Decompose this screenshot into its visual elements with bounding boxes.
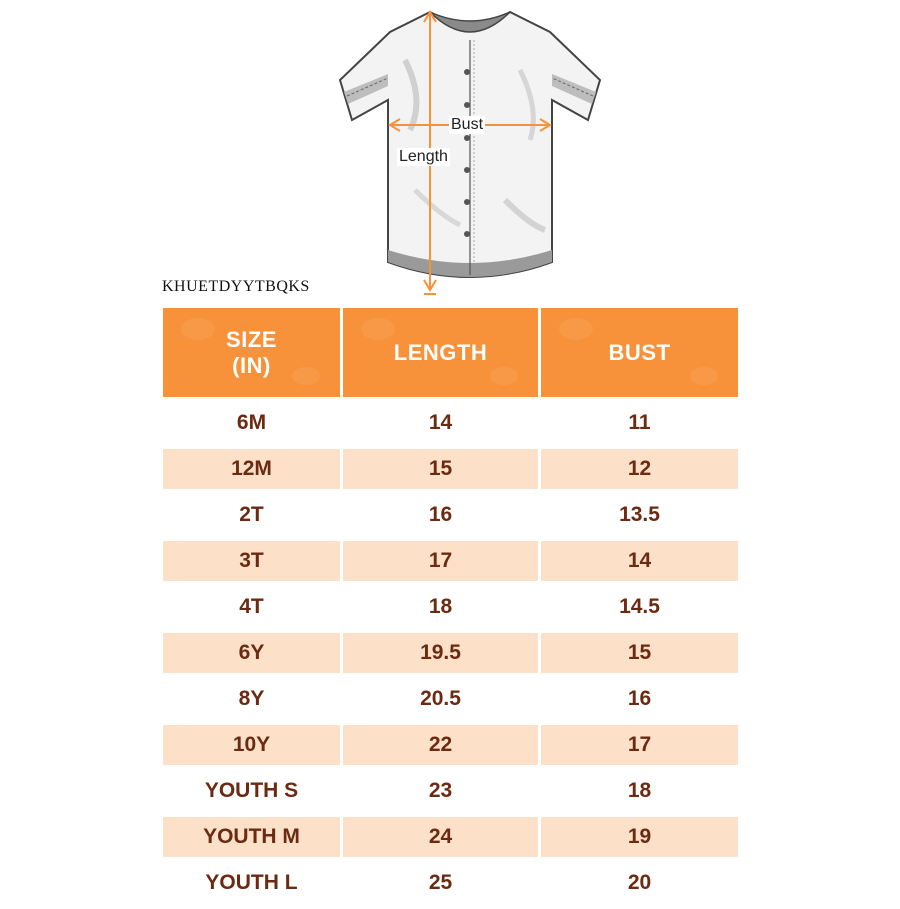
table-row	[163, 725, 738, 765]
size-cell: YOUTH S	[204, 779, 299, 802]
size-cell: 6Y	[163, 633, 340, 673]
length-cell: 25	[428, 871, 453, 894]
length-cell: 19.5	[343, 633, 538, 673]
header-size: SIZE (IN)	[163, 308, 340, 397]
size-cell: 2T	[239, 503, 264, 526]
shirt-measurement-figure	[330, 0, 610, 300]
length-cell: 17	[343, 541, 538, 581]
size-cell: 3T	[163, 541, 340, 581]
table-row	[163, 817, 738, 857]
length-cell: 14	[428, 411, 453, 434]
bust-cell: 19	[541, 817, 738, 857]
bust-cell: 13.5	[619, 503, 660, 526]
header-length: LENGTH	[343, 308, 538, 397]
table-row	[163, 541, 738, 581]
size-cell: 6M	[236, 411, 267, 434]
bust-cell: 14	[541, 541, 738, 581]
size-cell: 4T	[239, 595, 264, 618]
length-cell: 16	[428, 503, 453, 526]
length-cell: 15	[343, 449, 538, 489]
size-cell: YOUTH L	[205, 871, 298, 894]
table-row	[163, 679, 738, 719]
bust-cell: 15	[541, 633, 738, 673]
header-bust: BUST	[541, 308, 738, 397]
length-cell: 20.5	[420, 687, 461, 710]
size-cell: 10Y	[163, 725, 340, 765]
bust-cell: 12	[541, 449, 738, 489]
table-row	[163, 863, 738, 903]
bust-cell: 16	[627, 687, 652, 710]
length-cell: 18	[428, 595, 453, 618]
table-row	[163, 633, 738, 673]
bust-cell: 20	[627, 871, 652, 894]
shirt-icon	[330, 0, 610, 300]
size-cell: 12M	[163, 449, 340, 489]
table-row	[163, 587, 738, 627]
table-header-row	[163, 308, 738, 397]
length-cell: 22	[343, 725, 538, 765]
brand-code: KHUETDYYTBQKS	[162, 278, 310, 295]
length-cell: 24	[343, 817, 538, 857]
bust-cell: 18	[627, 779, 652, 802]
table-row	[163, 449, 738, 489]
table-row	[163, 771, 738, 811]
bust-cell: 17	[541, 725, 738, 765]
size-cell: 8Y	[238, 687, 265, 710]
table-row	[163, 403, 738, 443]
size-cell: YOUTH M	[163, 817, 340, 857]
length-label: Length	[399, 148, 448, 165]
length-cell: 23	[428, 779, 453, 802]
bust-cell: 14.5	[619, 595, 660, 618]
size-chart-table	[163, 308, 738, 909]
table-row	[163, 495, 738, 535]
bust-label: Bust	[451, 116, 484, 133]
bust-cell: 11	[628, 411, 651, 434]
